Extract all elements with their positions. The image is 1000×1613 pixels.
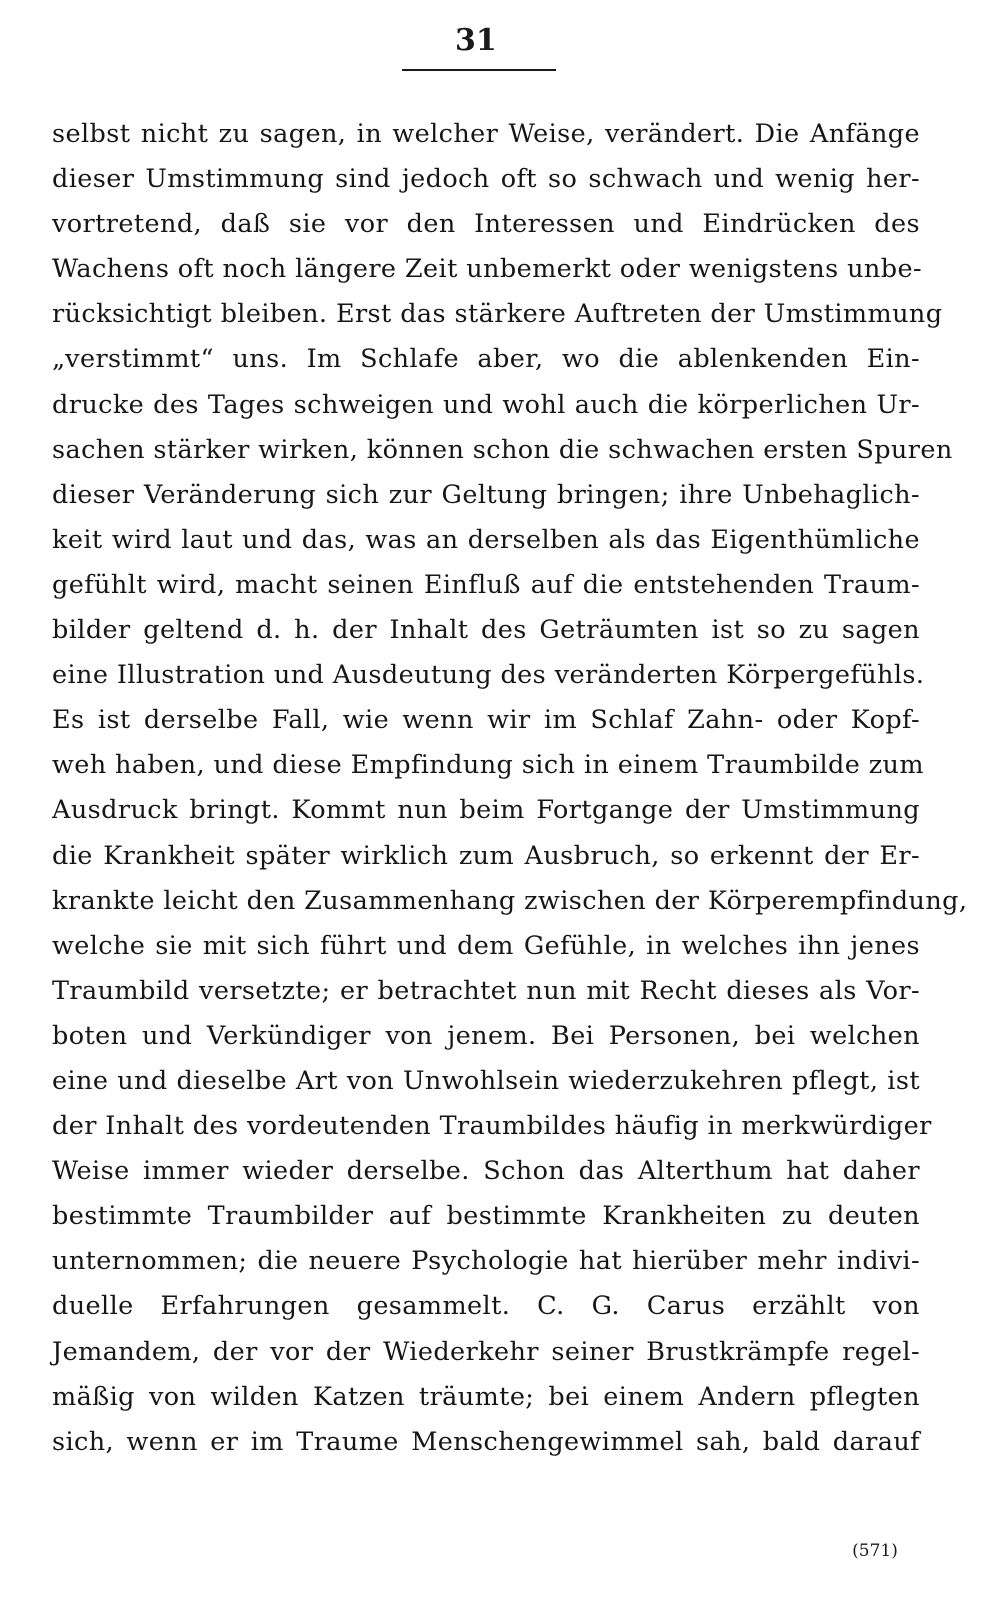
text-line: mäßig von wilden Katzen träumte; bei einem Andern pflegten [52,1381,920,1412]
text-line: sich, wenn er im Traume Menschengewimmel sah, bald darauf [52,1426,920,1457]
text-line: eine Illustration und Ausdeutung des veränderten Körpergefühls. [52,660,925,691]
header-rule [402,69,556,71]
text-line: keit wird laut und das, was an derselben als das Eigenthümliche [52,524,920,555]
text-line: dieser Veränderung sich zur Geltung bringen; ihre Unbehaglich- [52,479,920,510]
text-line: vortretend, daß sie vor den Interessen und Eindrücken des [52,209,920,240]
text-line: krankte leicht den Zusammenhang zwischen der Körperempfindung, [52,885,968,916]
text-line: boten und Verkündiger von jenem. Bei Personen, bei welchen [52,1020,920,1051]
text-line: Traumbild versetzte; er betrachtet nun mit Recht dieses als Vor- [52,975,920,1006]
text-line: duelle Erfahrungen gesammelt. C. G. Carus erzählt von [52,1291,920,1322]
text-line: selbst nicht zu sagen, in welcher Weise, verändert. Die Anfänge [52,119,920,149]
signature-mark: (571) [852,1541,898,1561]
text-line: der Inhalt des vordeutenden Traumbildes häufig in merkwürdiger [52,1111,932,1142]
text-line: eine und dieselbe Art von Unwohlsein wiederzukehren pflegt, ist [52,1065,920,1096]
text-line: weh haben, und diese Empfindung sich in einem Traumbilde zum [52,750,924,781]
text-line: bilder geltend d. h. der Inhalt des Geträumten ist so zu sagen [52,615,920,646]
text-line: welche sie mit sich führt und dem Gefühle, in welches ihn jenes [52,930,920,961]
text-line: sachen stärker wirken, können schon die schwachen ersten Spuren [52,434,953,465]
text-line: Es ist derselbe Fall, wie wenn wir im Schlaf Zahn- oder Kopf- [52,705,920,736]
text-line: rücksichtigt bleiben. Erst das stärkere Auftreten der Umstimmung [52,299,943,330]
text-line: dieser Umstimmung sind jedoch oft so schwach und wenig her- [52,164,920,195]
text-line: Ausdruck bringt. Kommt nun beim Fortgange der Umstimmung [52,795,920,826]
text-line: die Krankheit später wirklich zum Ausbruch, so erkennt der Er- [52,840,920,871]
text-line: bestimmte Traumbilder auf bestimmte Krankheiten zu deuten [52,1201,920,1232]
text-line: gefühlt wird, macht seinen Einfluß auf die entstehenden Traum- [52,569,920,600]
text-line: drucke des Tages schweigen und wohl auch die körperlichen Ur- [52,389,920,420]
text-line: „verstimmt“ uns. Im Schlafe aber, wo die ablenkenden Ein- [52,344,920,375]
text-line: unternommen; die neuere Psychologie hat hierüber mehr indivi- [52,1246,920,1277]
text-line: Jemandem, der vor der Wiederkehr seiner Brustkrämpfe regel- [52,1336,920,1367]
text-line: Weise immer wieder derselbe. Schon das Alterthum hat daher [52,1156,920,1187]
body-text [52,112,968,1465]
page-number: 31 [455,23,497,58]
text-line: Wachens oft noch längere Zeit unbemerkt oder wenigstens unbe- [52,254,922,285]
